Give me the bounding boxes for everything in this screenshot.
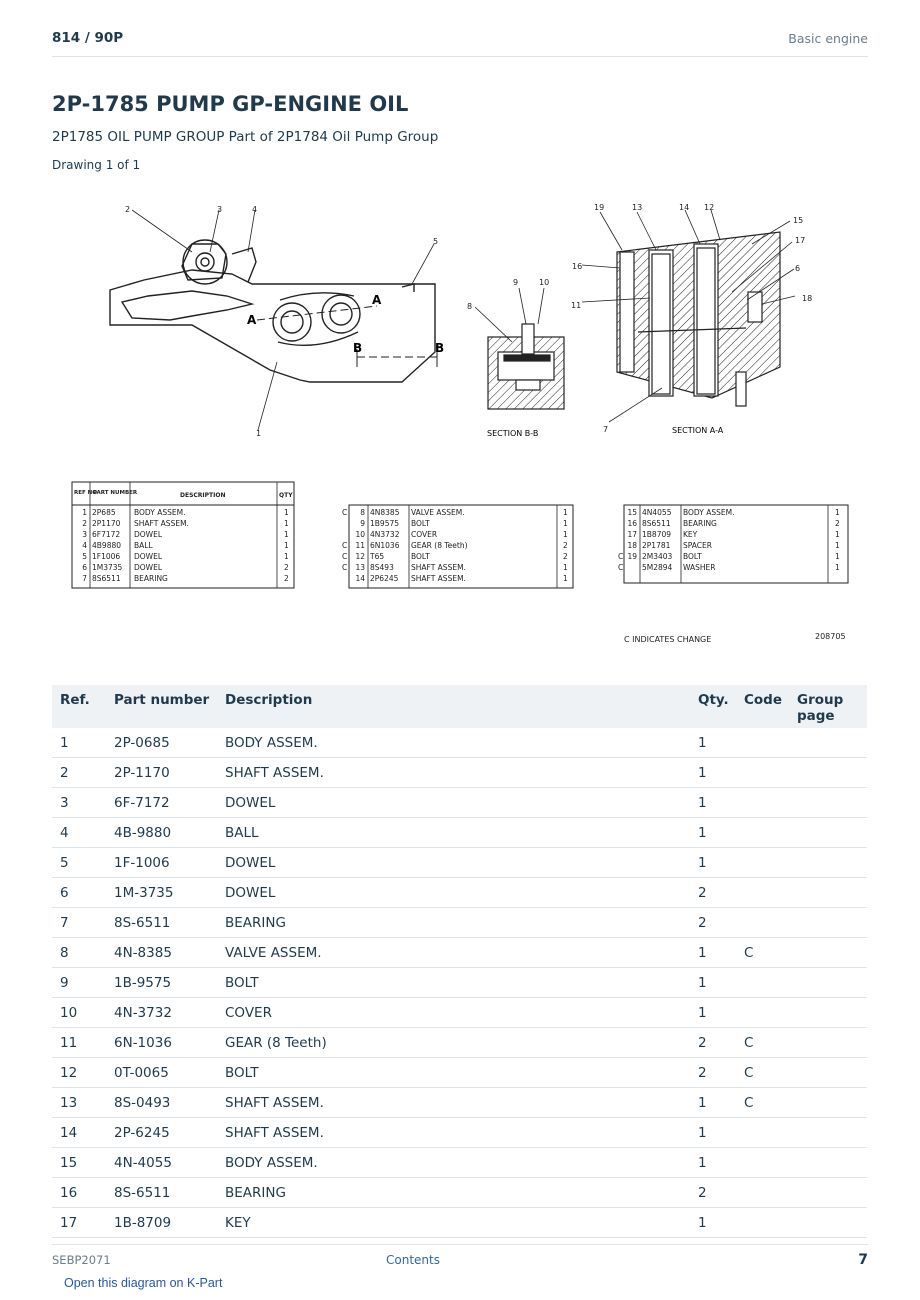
row-qty: 1 xyxy=(698,938,744,968)
legend-qty: 1 xyxy=(835,541,840,550)
row-code xyxy=(744,1208,797,1238)
legend-description: DOWEL xyxy=(134,552,163,561)
legend-description: SHAFT ASSEM. xyxy=(411,563,466,572)
legend-ref: 9 xyxy=(360,519,365,528)
legend-description: KEY xyxy=(683,530,698,539)
row-code xyxy=(744,758,797,788)
legend-ref: 1 xyxy=(82,508,87,517)
row-ref: 12 xyxy=(52,1058,114,1088)
row-description: SHAFT ASSEM. xyxy=(225,1118,698,1148)
row-group-page xyxy=(797,818,867,848)
row-code xyxy=(744,878,797,908)
legend-part-number: 8S6511 xyxy=(92,574,121,583)
table-row xyxy=(52,968,867,998)
row-description: BALL xyxy=(225,818,698,848)
row-part-number: 1M-3735 xyxy=(114,878,225,908)
row-ref: 6 xyxy=(52,878,114,908)
legend-description: SPACER xyxy=(683,541,712,550)
legend-qty: 1 xyxy=(284,530,289,539)
legend-change-flag: C xyxy=(342,508,348,517)
callout-6[interactable]: 6 xyxy=(795,264,801,273)
legend-description: BOLT xyxy=(411,552,430,561)
row-qty: 1 xyxy=(698,1208,744,1238)
callout-3[interactable]: 3 xyxy=(217,205,223,214)
row-description: KEY xyxy=(225,1208,698,1238)
page-number: 7 xyxy=(858,1252,868,1268)
legend-table-2 xyxy=(342,505,573,588)
row-code xyxy=(744,1148,797,1178)
row-part-number: 6N-1036 xyxy=(114,1028,225,1058)
row-ref: 10 xyxy=(52,998,114,1028)
row-description: BEARING xyxy=(225,1178,698,1208)
row-code xyxy=(744,1118,797,1148)
row-group-page xyxy=(797,1058,867,1088)
row-ref: 17 xyxy=(52,1208,114,1238)
row-description: BEARING xyxy=(225,908,698,938)
row-qty: 2 xyxy=(698,1178,744,1208)
row-group-page xyxy=(797,1028,867,1058)
col-code: Code xyxy=(744,692,783,708)
legend-table-3 xyxy=(618,505,848,583)
legend-qty: 1 xyxy=(563,508,568,517)
callout-9[interactable]: 9 xyxy=(513,278,519,287)
legend-qty: 2 xyxy=(563,552,568,561)
legend-qty: 1 xyxy=(563,563,568,572)
legend-part-number: 6N1036 xyxy=(370,541,400,550)
page-title: 2P-1785 PUMP GP-ENGINE OIL xyxy=(52,92,409,116)
row-part-number: 4B-9880 xyxy=(114,818,225,848)
row-description: GEAR (8 Teeth) xyxy=(225,1028,698,1058)
row-qty: 2 xyxy=(698,878,744,908)
row-part-number: 4N-8385 xyxy=(114,938,225,968)
section-bb-label: SECTION B-B xyxy=(487,429,539,438)
table-row xyxy=(52,728,867,758)
svg-text:REF NO: REF NO xyxy=(74,490,97,496)
legend-ref: 6 xyxy=(82,563,87,572)
row-part-number: 8S-0493 xyxy=(114,1088,225,1118)
table-row xyxy=(52,818,867,848)
table-row xyxy=(52,1208,867,1238)
callout-1[interactable]: 1 xyxy=(256,429,262,438)
col-qty: Qty. xyxy=(698,692,729,708)
legend-ref: 16 xyxy=(627,519,637,528)
row-description: BODY ASSEM. xyxy=(225,728,698,758)
legend-part-number: 5M2894 xyxy=(642,563,673,572)
legend-description: SHAFT ASSEM. xyxy=(134,519,189,528)
section-letter-b2: B xyxy=(435,341,445,355)
legend-change-flag: C xyxy=(618,552,624,561)
row-qty: 1 xyxy=(698,1118,744,1148)
parts-diagram[interactable] xyxy=(52,192,868,654)
row-description: BOLT xyxy=(225,1058,698,1088)
table-row xyxy=(52,1178,867,1208)
row-group-page xyxy=(797,938,867,968)
row-ref: 8 xyxy=(52,938,114,968)
row-code: C xyxy=(744,1088,797,1118)
legend-qty: 1 xyxy=(835,530,840,539)
row-qty: 1 xyxy=(698,968,744,998)
legend-ref: 4 xyxy=(82,541,87,550)
legend-change-flag: C xyxy=(342,552,348,561)
legend-part-number: 2P1781 xyxy=(642,541,671,550)
legend-description: DOWEL xyxy=(134,563,163,572)
section-letter-b1: B xyxy=(353,341,363,355)
row-ref: 13 xyxy=(52,1088,114,1118)
callout-16[interactable]: 16 xyxy=(572,262,583,271)
legend-description: BALL xyxy=(134,541,153,550)
row-ref: 16 xyxy=(52,1178,114,1208)
table-row xyxy=(52,848,867,878)
section-letter-a1: A xyxy=(247,313,257,327)
row-ref: 1 xyxy=(52,728,114,758)
legend-description: WASHER xyxy=(683,563,716,572)
svg-text:QTY: QTY xyxy=(279,492,293,499)
row-part-number: 2P-6245 xyxy=(114,1118,225,1148)
callout-11[interactable]: 11 xyxy=(571,301,582,310)
legend-qty: 1 xyxy=(835,552,840,561)
legend-description: GEAR (8 Teeth) xyxy=(411,541,468,550)
doc-id: SEBP2071 xyxy=(52,1253,111,1267)
row-group-page xyxy=(797,788,867,818)
legend-ref: 14 xyxy=(355,574,365,583)
row-ref: 4 xyxy=(52,818,114,848)
row-part-number: 6F-7172 xyxy=(114,788,225,818)
row-description: DOWEL xyxy=(225,788,698,818)
table-row xyxy=(52,908,867,938)
callout-18[interactable]: 18 xyxy=(802,294,813,303)
row-group-page xyxy=(797,968,867,998)
row-group-page xyxy=(797,1148,867,1178)
legend-ref: 12 xyxy=(355,552,365,561)
model-breadcrumb: 814 / 90P xyxy=(52,30,124,46)
legend-ref: 5 xyxy=(82,552,87,561)
legend-qty: 2 xyxy=(284,563,289,572)
row-code xyxy=(744,908,797,938)
row-group-page xyxy=(797,908,867,938)
section-aa-label: SECTION A-A xyxy=(672,426,724,435)
legend-part-number: 8S493 xyxy=(370,563,394,572)
row-qty: 1 xyxy=(698,848,744,878)
legend-description: BOLT xyxy=(683,552,702,561)
table-row xyxy=(52,788,867,818)
page-footer xyxy=(52,1244,868,1275)
legend-qty: 1 xyxy=(284,541,289,550)
legend-qty: 2 xyxy=(563,541,568,550)
drawing-number: 208705 xyxy=(815,632,846,641)
legend-description: BODY ASSEM. xyxy=(683,508,735,517)
col-part-number: Part number xyxy=(114,692,210,708)
row-ref: 2 xyxy=(52,758,114,788)
row-ref: 5 xyxy=(52,848,114,878)
legend-description: BEARING xyxy=(683,519,717,528)
row-part-number: 4N-4055 xyxy=(114,1148,225,1178)
legend-part-number: 2M3403 xyxy=(642,552,673,561)
callout-10[interactable]: 10 xyxy=(539,278,550,287)
table-row xyxy=(52,1148,867,1178)
row-group-page xyxy=(797,1088,867,1118)
row-code: C xyxy=(744,1028,797,1058)
legend-change-flag: C xyxy=(342,563,348,572)
parts-table-header xyxy=(52,685,867,728)
legend-ref: 15 xyxy=(627,508,637,517)
row-qty: 1 xyxy=(698,728,744,758)
page-header xyxy=(52,28,868,57)
drawing-label: Drawing 1 of 1 xyxy=(52,158,141,172)
legend-change-flag: C xyxy=(342,541,348,550)
row-description: DOWEL xyxy=(225,848,698,878)
row-qty: 1 xyxy=(698,758,744,788)
row-qty: 1 xyxy=(698,998,744,1028)
legend-table-1 xyxy=(72,482,294,588)
parts-table xyxy=(52,685,867,1238)
callout-8[interactable]: 8 xyxy=(467,302,473,311)
row-part-number: 4N-3732 xyxy=(114,998,225,1028)
kpart-link[interactable]: Open this diagram on K-Part xyxy=(64,1276,223,1290)
legend-part-number: 1B9575 xyxy=(370,519,400,528)
table-row xyxy=(52,938,867,968)
row-qty: 2 xyxy=(698,1058,744,1088)
section-aa-drawing xyxy=(617,232,780,406)
legend-qty: 2 xyxy=(284,574,289,583)
row-part-number: 8S-6511 xyxy=(114,1178,225,1208)
row-group-page xyxy=(797,1208,867,1238)
legend-description: BEARING xyxy=(134,574,168,583)
row-ref: 11 xyxy=(52,1028,114,1058)
legend-ref: 10 xyxy=(355,530,365,539)
row-part-number: 1F-1006 xyxy=(114,848,225,878)
row-code xyxy=(744,848,797,878)
legend-change-flag: C xyxy=(618,563,624,572)
legend-part-number: 1F1006 xyxy=(92,552,121,561)
row-group-page xyxy=(797,998,867,1028)
row-description: COVER xyxy=(225,998,698,1028)
legend-qty: 1 xyxy=(563,574,568,583)
row-qty: 1 xyxy=(698,788,744,818)
pump-body-drawing xyxy=(110,240,435,382)
legend-ref: 13 xyxy=(355,563,365,572)
legend-qty: 1 xyxy=(284,552,289,561)
legend-qty: 1 xyxy=(284,508,289,517)
legend-description: BOLT xyxy=(411,519,430,528)
table-row xyxy=(52,758,867,788)
table-row xyxy=(52,1088,867,1118)
legend-part-number: 2P6245 xyxy=(370,574,399,583)
row-qty: 1 xyxy=(698,1088,744,1118)
row-description: VALVE ASSEM. xyxy=(225,938,698,968)
legend-part-number: 1B8709 xyxy=(642,530,672,539)
legend-description: VALVE ASSEM. xyxy=(411,508,465,517)
legend-qty: 1 xyxy=(563,530,568,539)
row-group-page xyxy=(797,1178,867,1208)
row-qty: 2 xyxy=(698,908,744,938)
legend-description: DOWEL xyxy=(134,530,163,539)
legend-qty: 1 xyxy=(835,508,840,517)
table-row xyxy=(52,1058,867,1088)
section-letter-a2: A xyxy=(372,293,382,307)
row-part-number: 8S-6511 xyxy=(114,908,225,938)
row-part-number: 0T-0065 xyxy=(114,1058,225,1088)
legend-qty: 1 xyxy=(835,563,840,572)
row-group-page xyxy=(797,1118,867,1148)
row-qty: 1 xyxy=(698,1148,744,1178)
row-description: SHAFT ASSEM. xyxy=(225,1088,698,1118)
row-code xyxy=(744,788,797,818)
row-code xyxy=(744,818,797,848)
legend-description: SHAFT ASSEM. xyxy=(411,574,466,583)
col-description: Description xyxy=(225,692,313,708)
row-group-page xyxy=(797,728,867,758)
row-description: DOWEL xyxy=(225,878,698,908)
legend-qty: 1 xyxy=(563,519,568,528)
row-part-number: 1B-9575 xyxy=(114,968,225,998)
row-code: C xyxy=(744,1058,797,1088)
row-qty: 2 xyxy=(698,1028,744,1058)
callout-13[interactable]: 13 xyxy=(632,203,643,212)
callout-4[interactable]: 4 xyxy=(252,205,258,214)
callout-17[interactable]: 17 xyxy=(795,236,806,245)
legend-ref: 8 xyxy=(360,508,365,517)
row-code xyxy=(744,728,797,758)
legend-ref: 19 xyxy=(627,552,637,561)
row-ref: 14 xyxy=(52,1118,114,1148)
legend-qty: 1 xyxy=(284,519,289,528)
row-ref: 3 xyxy=(52,788,114,818)
svg-text:PART NUMBER: PART NUMBER xyxy=(93,490,138,496)
table-row xyxy=(52,1028,867,1058)
table-row xyxy=(52,878,867,908)
parts-table-body xyxy=(52,728,867,1238)
row-ref: 15 xyxy=(52,1148,114,1178)
legend-part-number: 4B9880 xyxy=(92,541,122,550)
legend-part-number: T65 xyxy=(370,552,385,561)
callout-15[interactable]: 15 xyxy=(793,216,804,225)
page-subtitle: 2P1785 OIL PUMP GROUP Part of 2P1784 Oil Pump Group xyxy=(52,129,439,145)
legend-part-number: 4N3732 xyxy=(370,530,400,539)
row-group-page xyxy=(797,758,867,788)
section-name: Basic engine xyxy=(788,31,868,46)
row-group-page xyxy=(797,848,867,878)
legend-part-number: 1M3735 xyxy=(92,563,123,572)
legend-ref: 2 xyxy=(82,519,87,528)
row-qty: 1 xyxy=(698,818,744,848)
legend-part-number: 8S6511 xyxy=(642,519,671,528)
legend-part-number: 6F7172 xyxy=(92,530,121,539)
callout-14[interactable]: 14 xyxy=(679,203,690,212)
section-bb-drawing xyxy=(488,324,564,409)
legend-part-number: 2P1170 xyxy=(92,519,121,528)
callout-2[interactable]: 2 xyxy=(125,205,131,214)
row-part-number: 2P-0685 xyxy=(114,728,225,758)
legend-ref: 3 xyxy=(82,530,87,539)
legend-description: COVER xyxy=(411,530,438,539)
col-ref: Ref. xyxy=(60,692,90,708)
callout-19[interactable]: 19 xyxy=(594,203,605,212)
col-group-page: Group page xyxy=(797,692,844,724)
legend-ref: 7 xyxy=(82,574,87,583)
legend-ref: 11 xyxy=(355,541,365,550)
row-code xyxy=(744,968,797,998)
row-code: C xyxy=(744,938,797,968)
row-description: BODY ASSEM. xyxy=(225,1148,698,1178)
row-description: BOLT xyxy=(225,968,698,998)
legend-part-number: 2P685 xyxy=(92,508,116,517)
legend-part-number: 4N8385 xyxy=(370,508,400,517)
row-part-number: 2P-1170 xyxy=(114,758,225,788)
callout-5[interactable]: 5 xyxy=(433,237,439,246)
legend-ref: 17 xyxy=(627,530,637,539)
row-code xyxy=(744,998,797,1028)
row-code xyxy=(744,1178,797,1208)
row-group-page xyxy=(797,878,867,908)
contents-link[interactable]: Contents xyxy=(386,1253,440,1267)
callout-12[interactable]: 12 xyxy=(704,203,715,212)
callout-7[interactable]: 7 xyxy=(603,425,609,434)
svg-text:DESCRIPTION: DESCRIPTION xyxy=(180,492,226,499)
table-row xyxy=(52,998,867,1028)
legend-ref: 18 xyxy=(627,541,637,550)
row-ref: 9 xyxy=(52,968,114,998)
row-part-number: 1B-8709 xyxy=(114,1208,225,1238)
legend-qty: 2 xyxy=(835,519,840,528)
row-description: SHAFT ASSEM. xyxy=(225,758,698,788)
table-row xyxy=(52,1118,867,1148)
legend-part-number: 4N4055 xyxy=(642,508,672,517)
change-note: C INDICATES CHANGE xyxy=(624,635,712,644)
row-ref: 7 xyxy=(52,908,114,938)
legend-description: BODY ASSEM. xyxy=(134,508,186,517)
